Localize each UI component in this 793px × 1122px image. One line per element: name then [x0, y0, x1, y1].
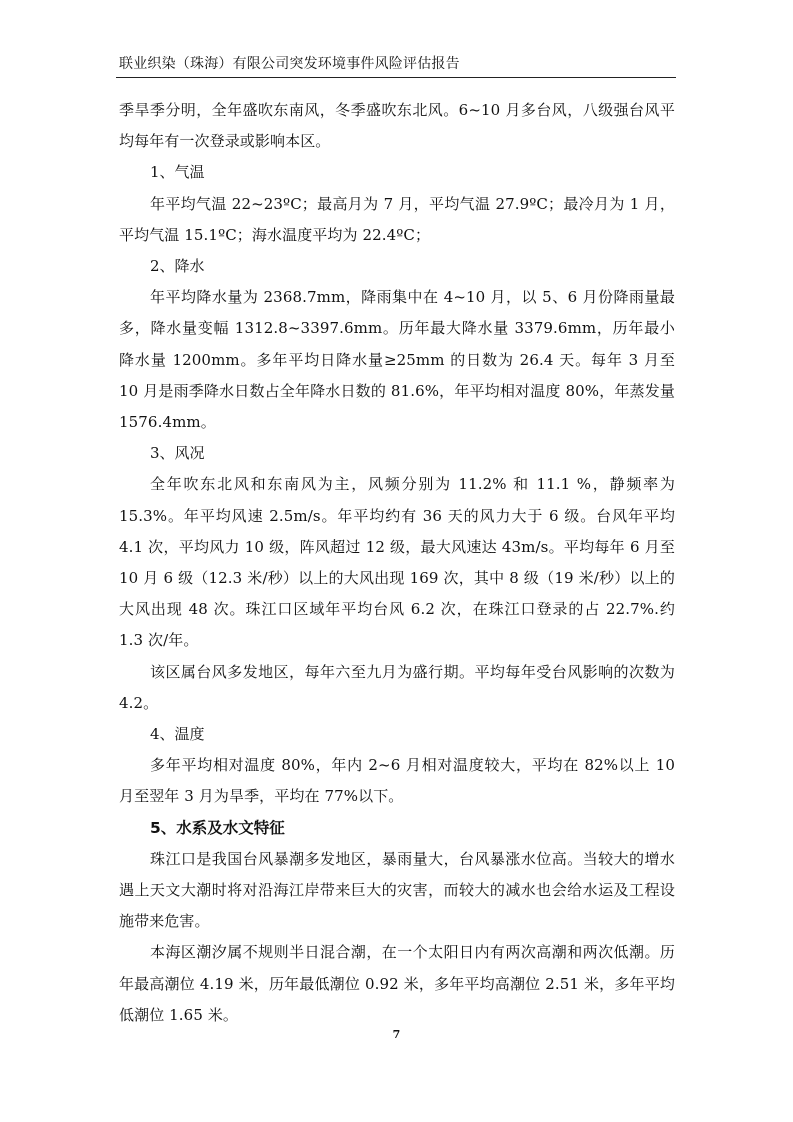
paragraph-tide: 本海区潮汐属不规则半日混合潮，在一个太阳日内有两次高潮和两次低潮。历年最高潮位 4.19 米，历年最低潮位 0.92 米，多年平均高潮位 2.51 米，多年平均低潮位 1.65 米。: [119, 943, 676, 1024]
paragraph-temperature: 年平均气温 22~23ºC；最高月为 7 月，平均气温 27.9ºC；最冷月为 1 月，平均气温 15.1ºC；海水温度平均为 22.4ºC；: [119, 194, 675, 244]
subsection-title-humidity: 4、温度: [150, 725, 205, 744]
page-number: 7: [392, 1028, 401, 1041]
paragraph-storm-surge: 珠江口是我国台风暴潮多发地区，暴雨量大，台风暴涨水位高。当较大的增水遇上天文大潮时将对沿海江岸带来巨大的灾害，而较大的减水也会给水运及工程设施带来危害。: [119, 849, 675, 931]
header-divider: [116, 77, 676, 78]
paragraph-wind: 全年吹东北风和东南风为主，风频分别为 11.2% 和 11.1 %，静频率为 15.3%。年平均风速 2.5m/s。年平均约有 36 天的风力大于 6 级。台风年平均 4.1 次，平均风力 10 级，阵风超过 12 级，最大风速达 43m/s。平均每年 6 月至 10 月 6 级（12.3 米/秒）以上的大风出现 169 次，其中 8 级（19 米/秒）以上的大风出现 48 次。珠江口区域年平均台风 6.2 次，在珠江口登录的占 22.7%.约 1.3 次/年。: [119, 475, 675, 650]
subsection-title-wind: 3、风况: [150, 444, 205, 463]
paragraph-precipitation: 年平均降水量为 2368.7mm，降雨集中在 4~10 月，以 5、6 月份降雨量最多，降水量变幅 1312.8~3397.6mm。历年最大降水量 3379.6mm，历年最小降水量 1200mm。多年平均日降水量≥25mm 的日数为 26.4 天。每年 3 月至 10 月是雨季降水日数占全年降水日数的 81.6%，年平均相对温度 80%，年蒸发量 1576.4mm。: [119, 288, 675, 432]
page-content: [119, 95, 675, 1031]
paragraph-humidity: 多年平均相对温度 80%，年内 2~6 月相对温度较大，平均在 82%以上 10 月至翌年 3 月为旱季，平均在 77%以下。: [119, 756, 675, 806]
subsection-title-precipitation: 2、降水: [150, 257, 205, 276]
paragraph-typhoon: 该区属台风多发地区，每年六至九月为盛行期。平均每年受台风影响的次数为 4.2。: [119, 662, 675, 712]
running-header: 联业织染（珠海）有限公司突发环境事件风险评估报告: [119, 56, 460, 72]
subsection-title-temperature: 1、气温: [150, 163, 205, 182]
paragraph-climate-intro: 季旱季分明，全年盛吹东南风，冬季盛吹东北风。6~10 月多台风，八级强台风平均每年有一次登录或影响本区。: [119, 101, 675, 151]
section-heading-hydrology: 5、水系及水文特征: [150, 818, 285, 837]
